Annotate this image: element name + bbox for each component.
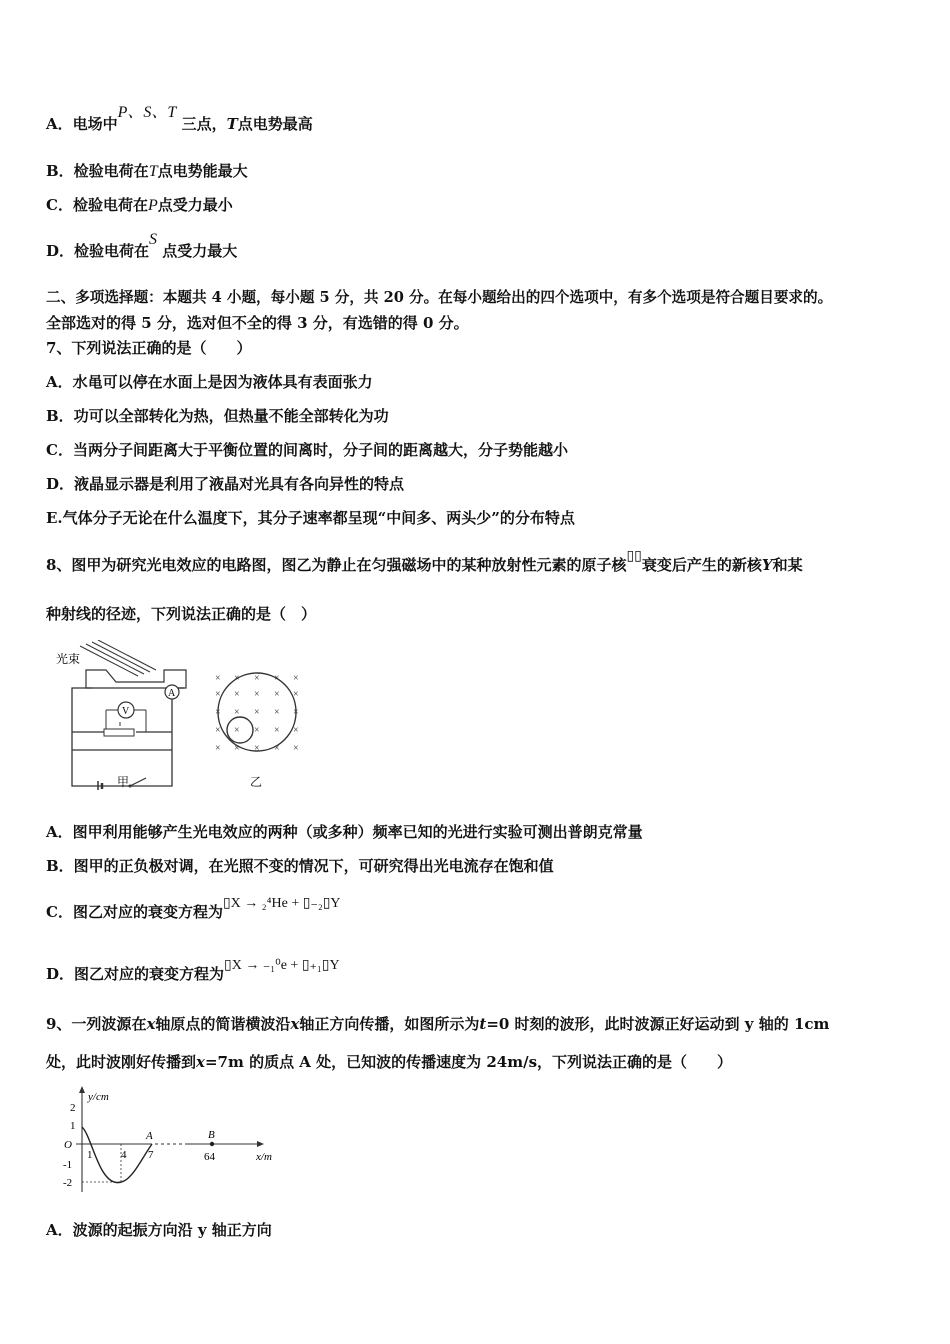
small-track-icon bbox=[227, 717, 253, 743]
xtick-7: 7 bbox=[148, 1149, 154, 1161]
q6-option-a bbox=[46, 104, 313, 135]
field-cross-icon: × bbox=[215, 689, 221, 700]
q9-stem-line2 bbox=[46, 1052, 732, 1072]
q6-a-t: T bbox=[226, 115, 238, 133]
field-cross-icon: × bbox=[293, 707, 299, 718]
field-cross-icon: × bbox=[274, 707, 280, 718]
fig-jia-caption: 甲 bbox=[117, 775, 130, 789]
q7-option-d: D．液晶显示器是利用了液晶对光具有各向异性的特点 bbox=[46, 475, 405, 493]
field-cross-icon: × bbox=[234, 725, 240, 736]
q7-option-c: C．当两分子间距离大于平衡位置的间离时，分子间的距离越大，分子势能越小 bbox=[46, 441, 568, 459]
q8-option-c bbox=[46, 896, 341, 924]
x-axis-label: x/m bbox=[256, 1151, 272, 1163]
q8-stem-line2: 种射线的径迹，下列说法正确的是（ ） bbox=[46, 605, 317, 623]
q6-b-symbol: T bbox=[148, 163, 158, 180]
point-a-label: A bbox=[146, 1130, 153, 1142]
field-cross-icon: × bbox=[293, 743, 299, 754]
q6-d-symbol: S bbox=[149, 231, 158, 248]
field-cross-icon: × bbox=[274, 725, 280, 736]
field-cross-icon: × bbox=[234, 673, 240, 684]
field-cross-icon: × bbox=[254, 707, 260, 718]
q9-x-1: x bbox=[146, 1015, 156, 1033]
field-cross-icon: × bbox=[234, 707, 240, 718]
q7-option-e: E.气体分子无论在什么温度下，其分子速率都呈现“中间多、两头少”的分布特点 bbox=[46, 509, 575, 527]
x-axis-arrow-icon bbox=[257, 1141, 264, 1147]
fig-yi-caption: 乙 bbox=[250, 775, 263, 789]
ytick-1: 1 bbox=[70, 1120, 76, 1132]
q6-a-suffix: 点电势最高 bbox=[237, 115, 313, 133]
q7-option-b: B．功可以全部转化为热，但热量不能全部转化为功 bbox=[46, 407, 389, 425]
q9-option-a: A．波源的起振方向沿 y 轴正方向 bbox=[46, 1221, 272, 1239]
field-cross-icon: × bbox=[234, 743, 240, 754]
point-b-x: 64 bbox=[204, 1151, 215, 1163]
field-cross-icon: × bbox=[293, 673, 299, 684]
section2-line2: 全部选对的得 5 分，选对但不全的得 3 分，有选错的得 0 分。 bbox=[46, 314, 469, 332]
q6-b-prefix: B．检验电荷在 bbox=[46, 162, 149, 180]
rheostat-icon bbox=[104, 729, 134, 736]
q8-stem-part3: 和某 bbox=[772, 556, 803, 574]
field-cross-icon: × bbox=[254, 673, 260, 684]
wave-curve bbox=[82, 1127, 152, 1183]
q8-option-d bbox=[46, 958, 340, 986]
ytick-neg2: -2 bbox=[63, 1177, 73, 1189]
q8-d-prefix: D．图乙对应的衰变方程为 bbox=[46, 965, 225, 983]
q9-x-3: x bbox=[196, 1053, 205, 1071]
q6-d-prefix: D．检验电荷在 bbox=[46, 242, 150, 260]
switch-icon bbox=[130, 778, 146, 786]
q8-y-symbol: Y bbox=[761, 556, 773, 574]
q9-x-2: x bbox=[290, 1015, 300, 1033]
y-axis-arrow-icon bbox=[79, 1086, 85, 1093]
field-cross-icon: × bbox=[274, 689, 280, 700]
origin-label: O bbox=[64, 1139, 72, 1151]
voltmeter-label: V bbox=[122, 706, 130, 717]
q9-stem-p2: 轴原点的简谐横波沿 bbox=[155, 1015, 291, 1033]
q9-stem2-p2: =7m 的质点 A 处，已知波的传播速度为 24m/s，下列说法正确的是（ ） bbox=[204, 1053, 733, 1071]
q8-stem-line1 bbox=[46, 549, 803, 577]
q6-a-symbols: P、S、T bbox=[117, 104, 177, 121]
field-cross-icon: × bbox=[254, 725, 260, 736]
field-cross-icon: × bbox=[254, 743, 260, 754]
q6-d-suffix: 点受力最大 bbox=[162, 242, 238, 260]
q8-stem-part2: 衰变后产生的新核 bbox=[641, 556, 762, 574]
field-cross-icon: × bbox=[215, 673, 221, 684]
q8-c-prefix: C．图乙对应的衰变方程为 bbox=[46, 903, 223, 921]
q8-c-equation: ▯X → ₂⁴He + ▯₋₂▯Y bbox=[222, 896, 341, 911]
xtick-1: 1 bbox=[87, 1149, 93, 1161]
ammeter-label: A bbox=[168, 688, 176, 699]
q8-option-b: B．图甲的正负极对调，在光照不变的情况下，可研究得出光电流存在饱和值 bbox=[46, 857, 554, 875]
point-b-label: B bbox=[208, 1129, 215, 1141]
ytick-neg1: -1 bbox=[63, 1159, 73, 1171]
q6-c-suffix: 点受力最小 bbox=[157, 196, 233, 214]
q8-nucleus-symbol: ▯▯ bbox=[626, 549, 642, 564]
figure-yi-magnetic-field bbox=[206, 668, 306, 768]
q9-stem-p3: 轴正方向传播，如图所示为 bbox=[299, 1015, 480, 1033]
fig-jia-light-label: 光束 bbox=[56, 652, 81, 666]
field-cross-icon: × bbox=[293, 725, 299, 736]
field-cross-icon: × bbox=[215, 743, 221, 754]
q6-option-c bbox=[46, 195, 233, 216]
y-axis-label: y/cm bbox=[88, 1091, 109, 1103]
q9-stem-p4: =0 时刻的波形，此时波源正好运动到 y 轴的 1cm bbox=[486, 1015, 830, 1033]
figure-jia-circuit bbox=[46, 640, 196, 790]
q6-c-prefix: C．检验电荷在 bbox=[46, 196, 148, 214]
q6-option-d bbox=[46, 231, 238, 262]
q7-option-a: A．水黾可以停在水面上是因为液体具有表面张力 bbox=[46, 373, 373, 391]
q6-option-b bbox=[46, 161, 248, 182]
ytick-2: 2 bbox=[70, 1102, 76, 1114]
q6-b-suffix: 点电势能最大 bbox=[157, 162, 248, 180]
xtick-4: 4 bbox=[121, 1149, 127, 1161]
field-cross-icon: × bbox=[234, 689, 240, 700]
q8-stem-part1: 8、图甲为研究光电效应的电路图，图乙为静止在匀强磁场中的某种放射性元素的原子核 bbox=[46, 556, 627, 574]
field-cross-icon: × bbox=[274, 743, 280, 754]
q9-stem-p1: 9、一列波源在 bbox=[46, 1015, 147, 1033]
q9-wave-graph bbox=[58, 1084, 288, 1196]
point-b-marker bbox=[210, 1142, 214, 1146]
q6-a-prefix: A．电场中 bbox=[46, 115, 118, 133]
field-cross-icon: × bbox=[215, 725, 221, 736]
section2-line1: 二、多项选择题：本题共 4 小题，每小题 5 分，共 20 分。在每小题给出的四个选项中，有多个选项是符合题目要求的。 bbox=[46, 289, 833, 306]
q8-d-equation: ▯X → ₋₁⁰e + ▯₊₁▯Y bbox=[224, 958, 340, 973]
q8-option-a: A．图甲利用能够产生光电效应的两种（或多种）频率已知的光进行实验可测出普朗克常量 bbox=[46, 823, 643, 841]
field-cross-icon: × bbox=[254, 689, 260, 700]
q6-c-symbol: P bbox=[147, 197, 158, 214]
q7-stem: 7、下列说法正确的是（ ） bbox=[46, 339, 252, 357]
field-cross-icon: × bbox=[215, 707, 221, 718]
q9-stem-line1 bbox=[46, 1014, 829, 1034]
q6-a-mid: 三点， bbox=[181, 115, 227, 133]
field-cross-icon: × bbox=[293, 689, 299, 700]
q9-t: t bbox=[479, 1015, 487, 1033]
q9-stem2-p1: 处，此时波刚好传播到 bbox=[46, 1053, 197, 1071]
field-cross-icon: × bbox=[274, 673, 280, 684]
